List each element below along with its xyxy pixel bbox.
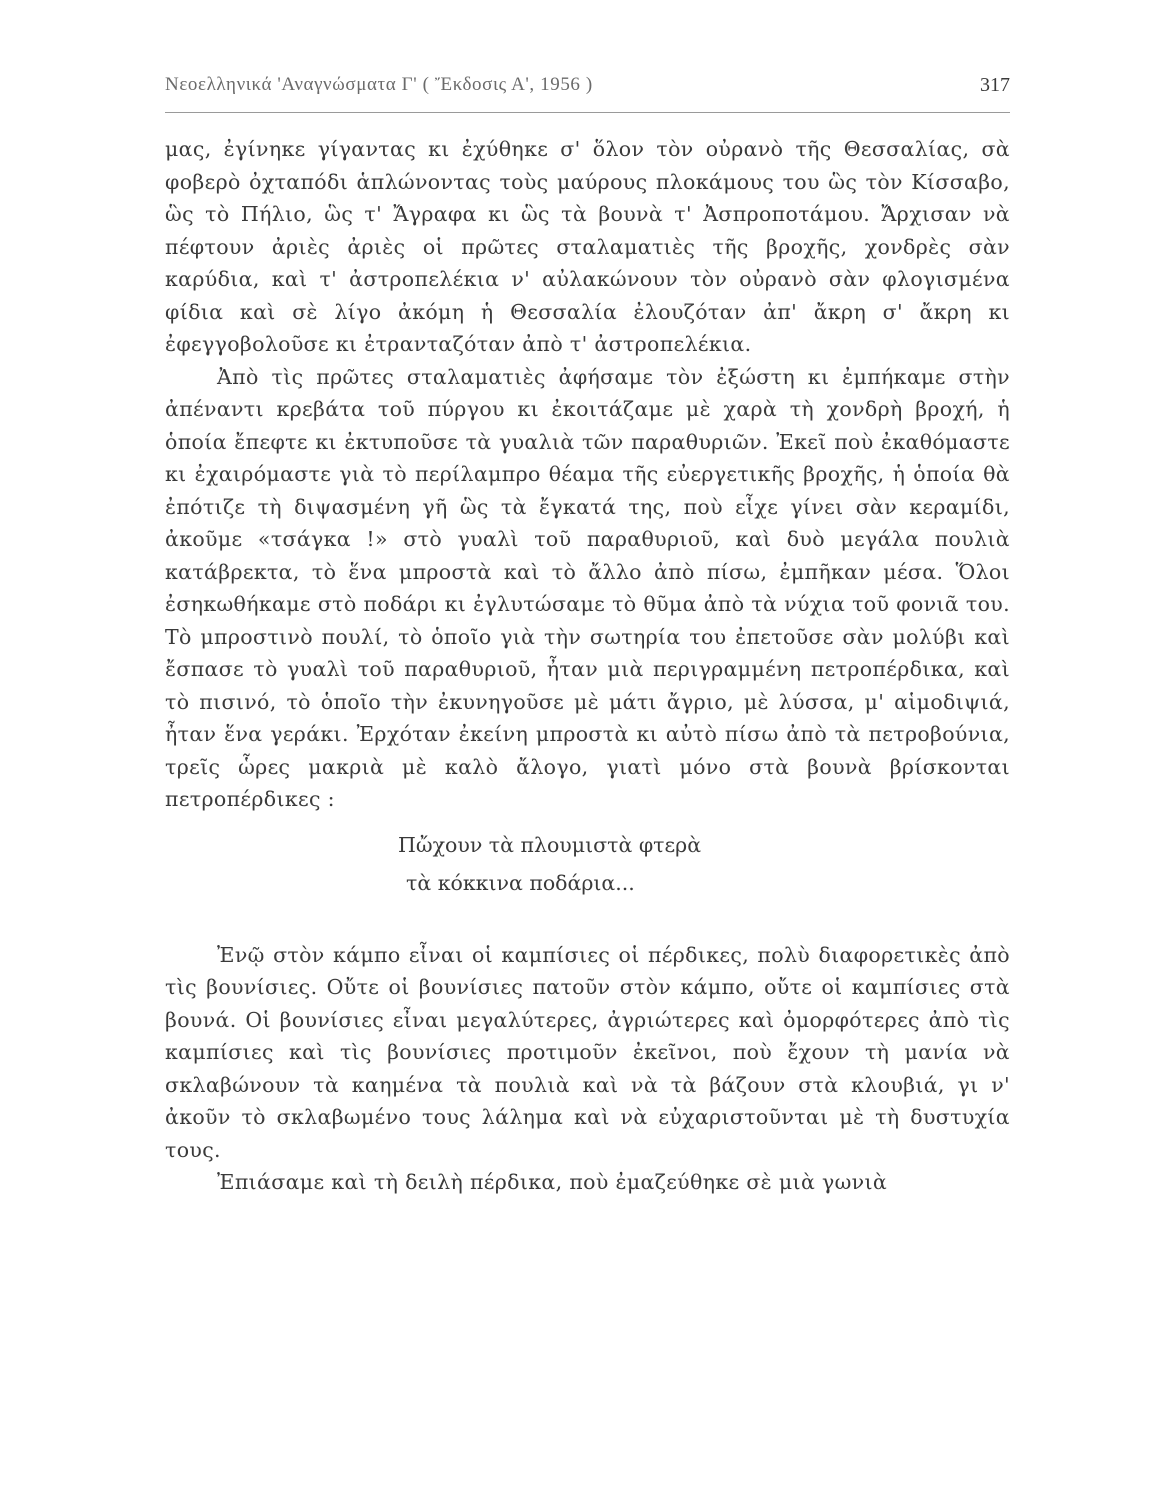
paragraph-partridge-story: Ἀπὸ τὶς πρῶτες σταλαματιὲς ἀφήσαμε τὸν ἐξώστη κι ἐμπήκαμε στὴν ἀπέναντι κρεβάτα τοῦ πύργου κι ἐκοιτάζαμε μὲ χαρὰ τὴ χονδρὴ βροχή, ἡ ὁποία ἔπεφτε κι ἐκτυποῦσε τὰ γυαλιὰ τῶν παραθυριῶν. Ἐκεῖ ποὺ ἐκαθόμαστε κι ἐχαιρόμαστε γιὰ τὸ περίλαμπρο θέαμα τῆς εὐεργετικῆς βροχῆς, ἡ ὁποία θὰ ἐπότιζε τὴ διψασμένη γῆ ὣς τὰ ἔγκατά της, ποὺ εἶχε γίνει σὰν κεραμίδι, ἀκοῦμε «τσάγκα !» στὸ γυαλὶ τοῦ παραθυριοῦ, καὶ δυὸ μεγάλα πουλιὰ κατάβρεκτα, τὸ ἕνα μπροστὰ καὶ τὸ ἄλλο ἀπὸ πίσω, ἐμπῆκαν μέσα. Ὅλοι ἐσηκωθήκαμε στὸ ποδάρι κι ἐγλυτώσαμε τὸ θῦμα ἀπὸ τὰ νύχια τοῦ φονιᾶ του. Τὸ μπροστινὸ πουλί, τὸ ὁποῖο γιὰ τὴν σωτηρία του ἐπετοῦσε σὰν μολύβι καὶ ἔσπασε τὸ γυαλὶ τοῦ παραθυριοῦ, ἦταν μιὰ περιγραμμένη πετροπέρδικα, καὶ τὸ πισινό, τὸ ὁποῖο τὴν ἐκυνηγοῦσε μὲ μάτι ἄγριο, μὲ λύσσα, μ' αἱμοδιψιά, ἦταν ἕνα γεράκι. Ἐρχόταν ἐκείνη μπροστὰ κι αὐτὸ πίσω ἀπὸ τὰ πετροβούνια, τρεῖς ὧρες μακριὰ μὲ καλὸ ἄλογο, γιατὶ μόνο στὰ βουνὰ βρίσκονται πετροπέρδικες : [165, 364, 1010, 811]
verse-quote [165, 826, 1010, 902]
page-number: 317 [980, 74, 1010, 96]
paragraph-continuation: μας, ἐγίνηκε γίγαντας κι ἐχύθηκε σ' ὅλον τὸν οὐρανὸ τῆς Θεσσαλίας, σὰ φοβερὸ ὀχταπόδι ἁπλώνοντας τοὺς μαύρους πλοκάμους του ὣς τὸν Κίσσαβο, ὣς τὸ Πήλιο, ὣς τ' Ἄγραφα κι ὣς τὰ βουνὰ τ' Ἀσπροποτάμου. Ἄρχισαν νὰ πέφτουν ἀριὲς ἀριὲς οἱ πρῶτες σταλαματιὲς τῆς βροχῆς, χονδρὲς σὰν καρύδια, καὶ τ' ἀστροπελέκια ν' αὐλακώνουν τὸν οὐρανὸ σὰν φλογισμένα φίδια καὶ σὲ λίγο ἀκόμη ἡ Θεσσαλία ἐλουζόταν ἀπ' ἄκρη σ' ἄκρη κι ἐφεγγοβολοῦσε κι ἐτρανταζόταν ἀπὸ τ' ἀστροπελέκια. [165, 137, 1010, 356]
header-rule [165, 112, 1010, 113]
verse-line: τὰ κόκκινα ποδάρια... [406, 870, 635, 895]
running-header [165, 74, 1010, 106]
running-title: Νεοελληνικά 'Αναγνώσματα Γ' ( Ἔκδοσις Α', 1956 ) [165, 74, 593, 95]
verse-line: Πὤχουν τὰ πλουμιστὰ φτερὰ [398, 832, 702, 857]
body-text [165, 133, 1010, 1199]
paragraph-last-line: Ἐπιάσαμε καὶ τὴ δειλὴ πέρδικα, ποὺ ἐμαζεύθηκε σὲ μιὰ γωνιὰ [217, 1170, 888, 1194]
paragraph-plain-partridges: Ἐνῷ στὸν κάμπο εἶναι οἱ καμπίσιες οἱ πέρδικες, πολὺ διαφορετικὲς ἀπὸ τὶς βουνίσιες. Οὔτε οἱ βουνίσιες πατοῦν στὸν κάμπο, οὔτε οἱ καμπίσιες στὰ βουνά. Οἱ βουνίσιες εἶναι μεγαλύτερες, ἀγριώτερες καὶ ὀμορφότερες ἀπὸ τὶς καμπίσιες καὶ τὶς βουνίσιες προτιμοῦν ἐκεῖνοι, ποὺ ἔχουν τὴ μανία νὰ σκλαβώνουν τὰ καημένα τὰ πουλιὰ καὶ νὰ τὰ βάζουν στὰ κλουβιά, γι ν' ἀκοῦν τὸ σκλαβωμένο τους λάλημα καὶ νὰ εὐχαριστοῦνται μὲ τὴ δυστυχία τους. [165, 942, 1010, 1162]
